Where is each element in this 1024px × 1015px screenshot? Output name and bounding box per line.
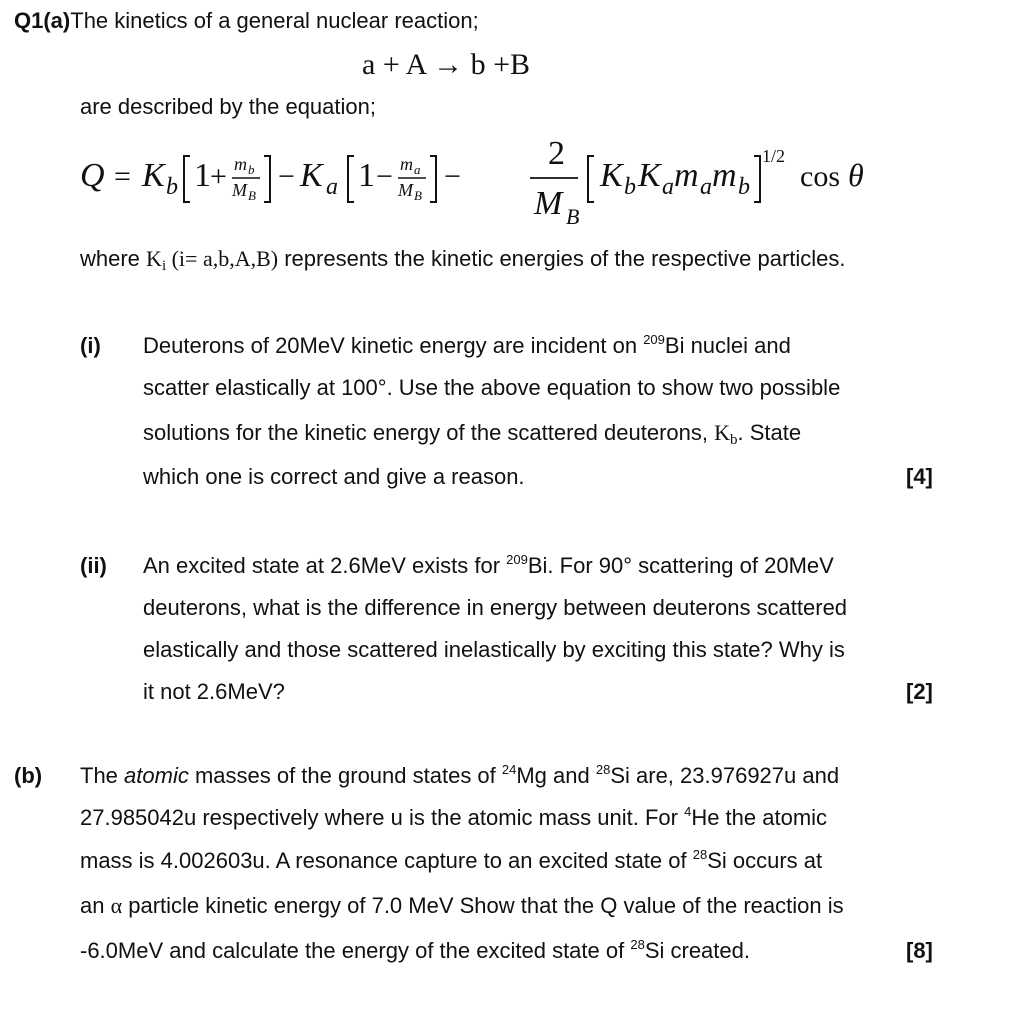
part-i-marks: [4] xyxy=(906,464,933,489)
part-b-line-2a: 27.985042u respectively where u is the atomic mass unit. For xyxy=(80,805,685,830)
equation-svg xyxy=(78,134,898,234)
eq-kb: K xyxy=(142,157,165,194)
frac3-den-sub: B xyxy=(566,204,580,229)
frac2-num-sub: a xyxy=(414,162,421,177)
q-value-equation xyxy=(78,134,898,234)
prod-m1: m xyxy=(674,157,699,194)
eq-one-2: 1 xyxy=(358,157,375,194)
part-b-line-1b: masses of the ground states of xyxy=(188,763,502,788)
frac3-num: 2 xyxy=(548,135,565,172)
part-i-kb: K xyxy=(714,420,730,445)
where-ki xyxy=(146,246,279,274)
frac2-den-sub: B xyxy=(414,188,422,203)
part-b-line-2b: He the atomic xyxy=(691,805,828,830)
eq-kb-sub: b xyxy=(166,174,178,200)
eq-plus: + xyxy=(210,160,227,193)
part-i-line-3 xyxy=(143,420,801,453)
frac1-den: M xyxy=(232,180,247,200)
part-ii-line-1a: An excited state at 2.6MeV exists for xyxy=(143,553,507,578)
part-i-line-1a: Deuterons of 20MeV kinetic energy are incident on xyxy=(143,333,644,358)
part-i-line-1b: Bi nuclei and xyxy=(664,333,791,358)
eq-cos: cos xyxy=(800,160,840,193)
eq-minus-2: − xyxy=(376,160,393,193)
part-ii-label: (ii) xyxy=(80,553,107,578)
part-b-he-sup: 4 xyxy=(684,804,692,819)
part-ii-line-2: deuterons, what is the difference in energy between deuterons scattered xyxy=(143,595,848,620)
eq-ka: K xyxy=(300,157,323,194)
part-b-atomic: atomic xyxy=(124,763,189,788)
eq-one-1: 1 xyxy=(194,157,211,194)
prod-m2: m xyxy=(712,157,737,194)
part-b-line-4 xyxy=(80,893,844,919)
part-b-line-1c: Mg and xyxy=(516,763,596,788)
part-b-line-1a: The xyxy=(80,763,125,788)
part-ii-marks: [2] xyxy=(906,679,933,704)
part-b-line-4b: particle kinetic energy of 7.0 MeV Show that the Q value of the reaction is xyxy=(122,893,844,918)
prod-k2-sub: a xyxy=(662,174,674,200)
part-ii-line-3: elastically and those scattered inelastically by exciting this state? Why is xyxy=(143,637,845,662)
eq-equals: = xyxy=(114,160,131,193)
where-i-sub: i xyxy=(161,258,167,274)
prod-k1-sub: b xyxy=(624,174,636,200)
bracket-2-left xyxy=(348,156,354,202)
bracket-1-left xyxy=(184,156,190,202)
where-text xyxy=(80,246,846,279)
bracket-2-right xyxy=(430,156,436,202)
part-b-line-5 xyxy=(80,938,750,964)
frac1-num: m xyxy=(234,154,247,174)
part-i-line-1 xyxy=(143,333,791,359)
part-b-line-3b: Si occurs at xyxy=(707,848,823,873)
where-rest: represents the kinetic energies of the respective particles. xyxy=(278,246,846,271)
eq-ka-sub: a xyxy=(326,174,338,200)
reaction-equation: a + A → b +B xyxy=(362,48,531,81)
prod-k1: K xyxy=(600,157,623,194)
part-b-marks: [8] xyxy=(906,938,933,963)
frac3-den: M xyxy=(534,185,563,222)
eq-theta: θ xyxy=(848,157,864,193)
prod-exponent: 1/2 xyxy=(762,146,786,166)
part-b-label: (b) xyxy=(14,763,43,788)
frac1-den-sub: B xyxy=(248,188,256,203)
part-b-mg-sup: 24 xyxy=(501,762,517,777)
bracket-1-right xyxy=(264,156,270,202)
part-i-isotope-sup: 209 xyxy=(643,332,665,347)
part-b-si-sup: 28 xyxy=(595,762,611,777)
part-i-line-3a: solutions for the kinetic energy of the scattered deuterons, xyxy=(143,420,715,445)
intro-text: The kinetics of a general nuclear reaction; xyxy=(70,8,479,33)
frac2-num: m xyxy=(400,154,413,174)
part-i-kb-sub: b xyxy=(730,432,738,448)
prod-m1-sub: a xyxy=(700,174,712,200)
part-b-line-3a: mass is 4.002603u. A resonance capture to an excited state of xyxy=(80,848,693,873)
part-i-label: (i) xyxy=(80,333,101,358)
where-prefix: where xyxy=(80,246,147,271)
eq-minus-1: − xyxy=(278,160,295,193)
described-text: are described by the equation; xyxy=(80,94,376,119)
part-b-line-5b: Si created. xyxy=(644,938,750,963)
part-ii-isotope-sup: 209 xyxy=(506,552,528,567)
prod-k2: K xyxy=(638,157,661,194)
part-ii-line-1b: Bi. For 90° scattering of 20MeV xyxy=(527,553,834,578)
part-b-si-sup-2: 28 xyxy=(692,847,708,862)
eq-minus-3: − xyxy=(444,160,461,193)
frac1-num-sub: b xyxy=(248,162,255,177)
question-label: Q1(a) xyxy=(14,8,71,33)
bracket-3-right xyxy=(754,156,760,202)
where-k: K xyxy=(146,246,162,271)
question-1a-intro xyxy=(14,8,479,34)
part-b-line-3 xyxy=(80,848,822,874)
part-ii-line-1 xyxy=(143,553,834,579)
part-b-alpha: α xyxy=(110,893,123,918)
part-b-line-1d: Si are, 23.976927u and xyxy=(610,763,840,788)
part-i-line-3b: . State xyxy=(737,420,802,445)
part-ii-line-4: it not 2.6MeV? xyxy=(143,679,285,704)
part-i-line-4: which one is correct and give a reason. xyxy=(143,464,525,489)
part-b-line-2 xyxy=(80,805,827,831)
eq-lhs: Q xyxy=(80,157,105,194)
frac2-den: M xyxy=(398,180,413,200)
part-b-si-sup-3: 28 xyxy=(630,937,645,952)
bracket-3-left xyxy=(588,156,594,202)
part-i-line-2: scatter elastically at 100°. Use the above equation to show two possible xyxy=(143,375,841,400)
part-b-line-1 xyxy=(80,763,839,789)
where-mid: (i= a,b,A,B) xyxy=(166,246,279,271)
prod-m2-sub: b xyxy=(738,174,750,200)
part-b-line-4a: an xyxy=(80,893,111,918)
part-b-line-5a: -6.0MeV and calculate the energy of the excited state of xyxy=(80,938,631,963)
